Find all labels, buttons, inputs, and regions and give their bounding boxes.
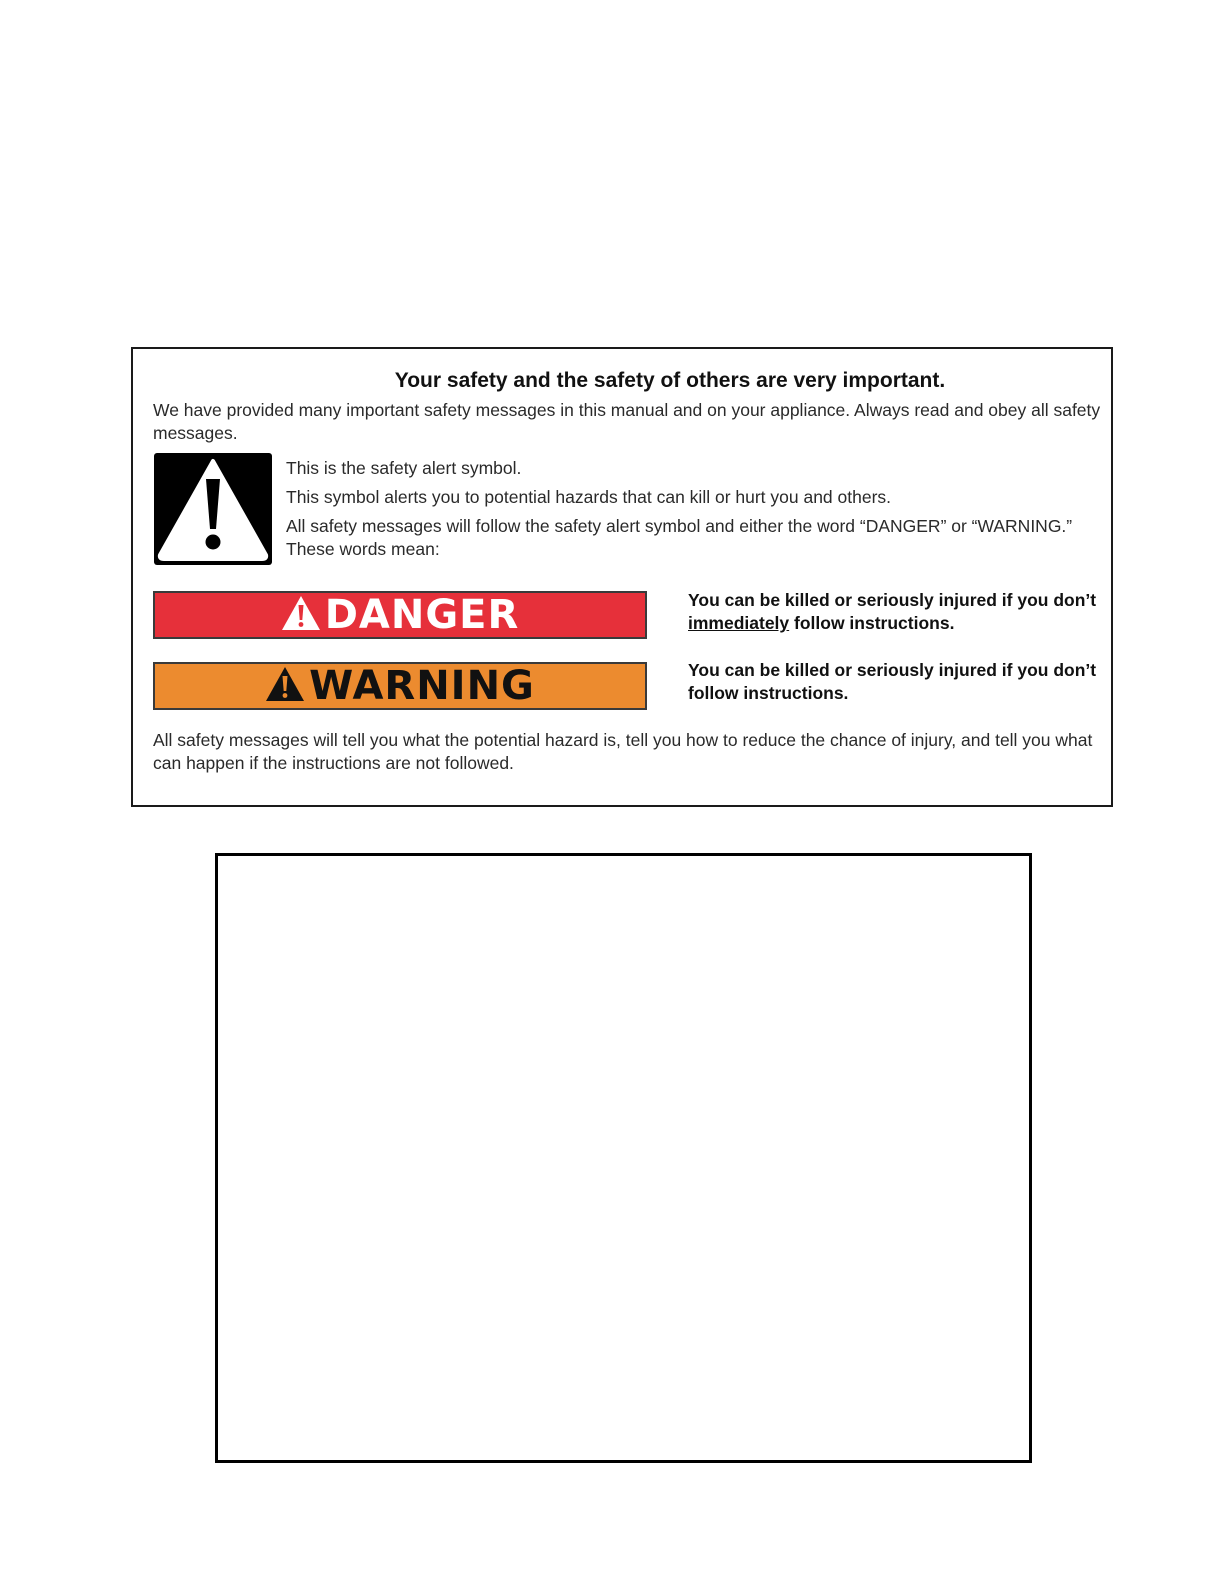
safety-outro-text: All safety messages will tell you what the potential hazard is, tell you how to reduce the chance of injury, and tell you what can happen if the instructions are not followed. <box>153 730 1093 773</box>
warning-triangle-icon <box>281 595 321 636</box>
safety-symbol-explanation <box>286 457 1086 567</box>
danger-signal-bar <box>153 591 647 639</box>
danger-word: DANGER <box>324 592 520 638</box>
safety-notice-box <box>131 347 1113 807</box>
emphasis-text: immediately <box>688 613 790 633</box>
symbol-line: This symbol alerts you to potential hazards that can kill or hurt you and others. <box>286 487 892 507</box>
warning-description: You can be killed or seriously injured if you don’t follow instructions. <box>688 660 1097 703</box>
warning-word: WARNING <box>309 663 535 709</box>
safety-title: Your safety and the safety of others are very important. <box>394 369 946 392</box>
warning-signal-bar <box>153 662 647 710</box>
danger-description: You can be killed or seriously injured if you don’t immediately follow instructions. <box>688 590 1097 633</box>
symbol-line: This is the safety alert symbol. <box>286 458 522 478</box>
safety-alert-icon <box>154 453 272 565</box>
empty-content-box <box>215 853 1032 1463</box>
warning-triangle-icon <box>265 666 305 707</box>
symbol-line: All safety messages will follow the safety alert symbol and either the word “DANGER” or “WARNING.” These words mean: <box>286 516 1073 559</box>
safety-intro-text: We have provided many important safety messages in this manual and on your appliance. Always read and obey all safety messages. <box>153 400 1101 443</box>
